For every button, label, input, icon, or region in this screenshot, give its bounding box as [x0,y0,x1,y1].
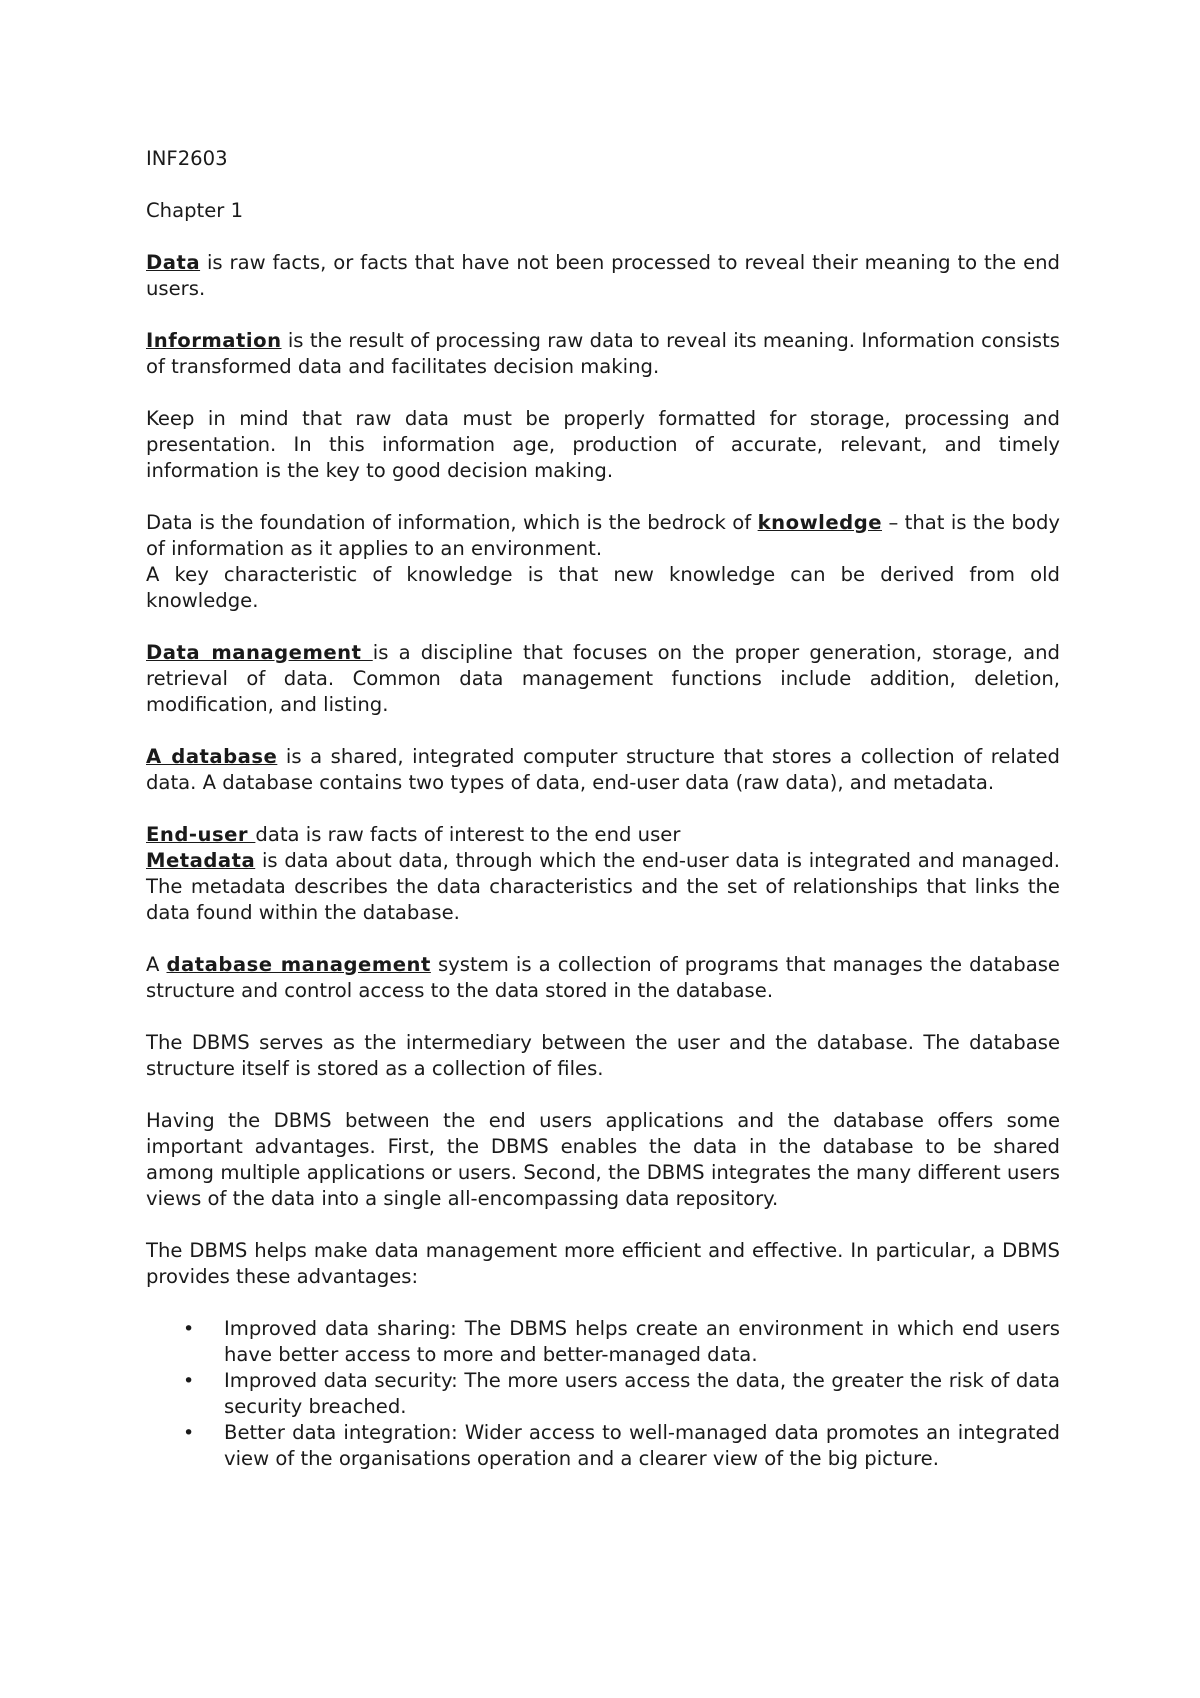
paragraph-end-user-data: End-user data is raw facts of interest to the end user [146,823,681,846]
paragraph-dbms-helps: The DBMS helps make data management more efficient and effective. In particular, a DBMS provides these advantages: [146,1239,1060,1288]
paragraph-dbms-intermediary: The DBMS serves as the intermediary between the user and the database. The database structure itself is stored as a collection of files. [146,1031,1060,1080]
term-information: Information [146,329,282,352]
paragraph-database-definition: A database is a shared, integrated computer structure that stores a collection of related data. A database contains two types of data, end-user data (raw data), and metadata. [146,745,1060,794]
paragraph-dbms-advantages-intro: Having the DBMS between the end users applications and the database offers some important advantages. First, the DBMS enables the data in the database to be shared among multiple applications or users. Second, the DBMS integrates the many different users views of the data into a single all-encompassing data repository. [146,1109,1060,1210]
term-database-management: database management [166,953,431,976]
paragraph-keep-in-mind: Keep in mind that raw data must be properly formatted for storage, processing and presentation. In this information age, production of accurate, relevant, and timely information is the key to good decision making. [146,407,1060,482]
paragraph-data-definition: Data is raw facts, or facts that have not been processed to reveal their meaning to the end users. [146,251,1060,300]
bullet-icon: • [183,1422,195,1444]
term-end-user: End-user [146,823,256,846]
paragraph-dbms-definition: A database management system is a collection of programs that manages the database structure and control access to the data stored in the database. [146,953,1060,1002]
paragraph-knowledge-characteristic: A key characteristic of knowledge is that new knowledge can be derived from old knowledge. [146,563,1060,612]
paragraph-knowledge: Data is the foundation of information, which is the bedrock of knowledge – that is the body of information as it applies to an environment. [146,511,1061,560]
paragraph-information-definition: Information is the result of processing raw data to reveal its meaning. Information consists of transformed data and facilitates decision making. [146,329,1060,378]
term-metadata: Metadata [146,849,256,872]
chapter-heading: Chapter 1 [146,199,244,222]
paragraph-metadata: Metadata is data about data, through which the end-user data is integrated and managed. The metadata describes the data characteristics and the set of relationships that links the data found within the database. [146,849,1060,924]
list-item: • Improved data security: The more users access the data, the greater the risk of data security breached. [183,1369,1060,1418]
bullet-icon: • [183,1318,195,1340]
paragraph-data-management: Data management is a discipline that focuses on the proper generation, storage, and retrieval of data. Common data management functions include addition, deletion, modification, and listing. [146,641,1060,716]
list-item: • Improved data sharing: The DBMS helps create an environment in which end users have better access to more and better-managed data. [183,1317,1060,1366]
list-item: • Better data integration: Wider access to well-managed data promotes an integrated view of the organisations operation and a clearer view of the big picture. [183,1421,1060,1470]
term-knowledge: knowledge [757,511,883,534]
term-data-management: Data management [146,641,373,664]
course-code: INF2603 [146,147,228,170]
term-data: Data [146,251,201,274]
bullet-icon: • [183,1370,195,1392]
advantages-list [146,1316,1060,1472]
term-database: A database [146,745,278,768]
